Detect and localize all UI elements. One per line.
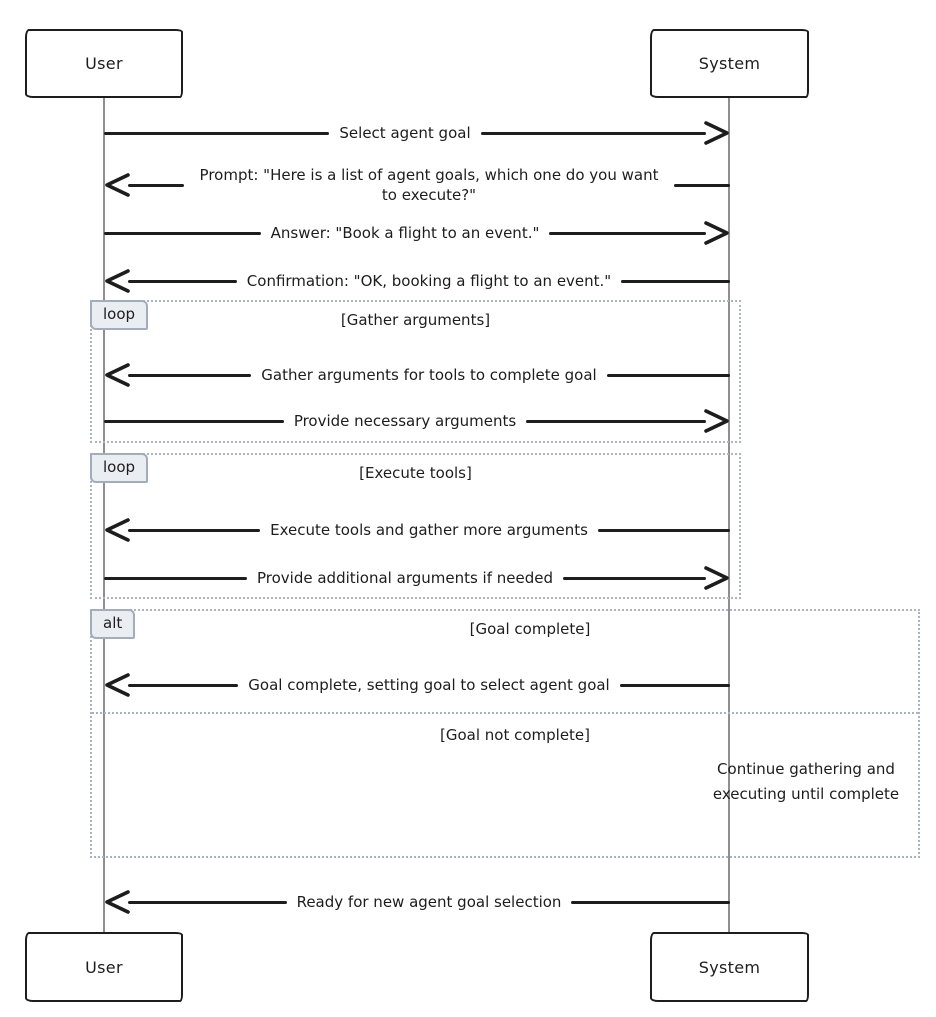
message-execute-tools (104, 510, 730, 550)
actor-box-user-top (25, 29, 183, 98)
arrow-shaft (128, 374, 251, 377)
message-label: Ready for new agent goal selection (287, 892, 572, 912)
actor-label: System (698, 54, 761, 73)
message-ready-new-goal (104, 882, 730, 922)
arrow-shaft (128, 684, 238, 687)
message-label: Confirmation: "OK, booking a flight to an event." (237, 271, 621, 291)
fragment-condition-else: [Goal not complete] (439, 726, 591, 744)
arrowhead-right-icon (702, 565, 730, 591)
message-label: Select agent goal (329, 123, 480, 143)
arrow-shaft (128, 280, 237, 283)
actor-box-system-bottom (650, 932, 809, 1002)
arrow-shaft (481, 132, 706, 135)
fragment-label: loop (90, 300, 148, 330)
message-gather-arguments (104, 355, 730, 395)
self-note-continue: Continue gathering and executing until complete (712, 760, 900, 803)
arrow-shaft (621, 280, 730, 283)
message-provide-additional-arguments (104, 558, 730, 598)
arrowhead-right-icon (702, 408, 730, 434)
actor-label: User (85, 957, 123, 977)
arrow-shaft (563, 577, 706, 580)
fragment-condition: [Goal complete] (469, 620, 591, 638)
message-goal-complete (104, 665, 730, 705)
fragment-condition: [Execute tools] (359, 464, 472, 482)
arrow-shaft (104, 420, 284, 423)
arrow-shaft (549, 232, 706, 235)
arrowhead-right-icon (702, 220, 730, 246)
alt-divider (92, 712, 918, 714)
actor-label: System (698, 957, 761, 977)
message-label: Gather arguments for tools to complete goal (251, 365, 606, 385)
arrow-shaft (571, 901, 730, 904)
arrowhead-right-icon (702, 120, 730, 146)
fragment-label: alt (90, 609, 135, 639)
arrow-shaft (674, 184, 730, 187)
arrow-shaft (620, 684, 730, 687)
arrow-shaft (128, 901, 287, 904)
fragment-alt (90, 609, 920, 858)
arrow-shaft (607, 374, 730, 377)
arrow-shaft (128, 184, 184, 187)
fragment-label: loop (90, 453, 148, 483)
arrow-shaft (526, 420, 706, 423)
message-confirmation-booking (104, 261, 730, 301)
arrow-shaft (104, 232, 261, 235)
arrow-shaft (598, 529, 730, 532)
message-answer-book-flight (104, 213, 730, 253)
message-label: Answer: "Book a flight to an event." (261, 223, 550, 243)
message-provide-arguments (104, 401, 730, 441)
message-label: Provide additional arguments if needed (247, 568, 563, 588)
arrow-shaft (128, 529, 260, 532)
message-label: Goal complete, setting goal to select agent goal (238, 675, 619, 695)
message-select-agent-goal (104, 113, 730, 153)
arrow-shaft (104, 577, 247, 580)
message-label: Prompt: "Here is a list of agent goals, which one do you want to execute?" (184, 165, 674, 205)
fragment-condition: [Gather arguments] (340, 311, 491, 329)
actor-box-system-top (650, 29, 809, 98)
message-label: Execute tools and gather more arguments (260, 520, 598, 540)
message-label: Provide necessary arguments (284, 411, 526, 431)
actor-box-user-bottom (25, 932, 183, 1002)
message-prompt-goal-list (104, 158, 730, 212)
arrow-shaft (104, 132, 329, 135)
actor-label: User (85, 54, 123, 73)
